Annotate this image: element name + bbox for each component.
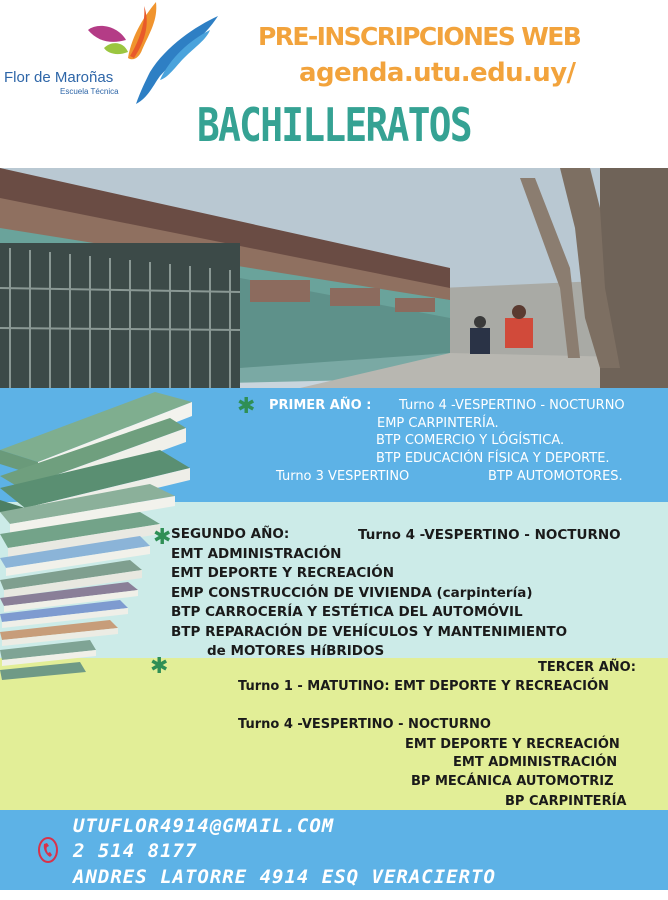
third-year-shift-1: Turno 1 - MATUTINO: EMT DEPORTE Y RECREACIÓN — [238, 679, 609, 694]
third-year-heading: TERCER AÑO: — [538, 660, 636, 675]
third-year-course: EMT ADMINISTRACIÓN — [453, 755, 618, 770]
third-year-shift-4: Turno 4 -VESPERTINO - NOCTURNO — [238, 717, 491, 732]
pre-registration-title: PRE-INSCRIPCIONES WEB — [258, 22, 581, 51]
asterisk-bullet-icon: ✱ — [153, 525, 172, 550]
first-year-heading: PRIMER AÑO : — [269, 398, 372, 413]
second-year-course-continued: de MOTORES HíBRIDOS — [207, 643, 385, 659]
first-year-course: EMP CARPINTERÍA. — [377, 416, 499, 431]
contact-email[interactable]: UTUFLOR4914@GMAIL.COM — [73, 815, 335, 837]
school-subtitle: Escuela Técnica — [60, 87, 119, 96]
first-year-shift-4: Turno 4 -VESPERTINO - NOCTURNO — [399, 398, 625, 413]
second-year-heading: SEGUNDO AÑO: — [171, 526, 290, 542]
asterisk-bullet-icon: ✱ — [237, 394, 256, 419]
third-year-course: EMT DEPORTE Y RECREACIÓN — [405, 737, 620, 752]
school-name: Flor de Maroñas — [4, 69, 114, 86]
second-year-course: EMT ADMINISTRACIÓN — [171, 546, 342, 562]
first-year-course: BTP COMERCIO Y LÓGÍSTICA. — [376, 433, 565, 448]
first-year-shift-3: Turno 3 VESPERTINO — [276, 469, 410, 484]
second-year-course: EMT DEPORTE Y RECREACIÓN — [171, 565, 395, 581]
first-year-course: BTP EDUCACIÓN FÍSICA Y DEPORTE. — [376, 451, 610, 466]
school-building-photo — [0, 168, 668, 388]
contact-address: ANDRES LATORRE 4914 ESQ VERACIERTO — [73, 866, 496, 888]
third-year-course: BP CARPINTERÍA — [505, 794, 627, 809]
registration-url[interactable]: agenda.utu.edu.uy/ — [299, 58, 576, 88]
bottom-strip — [0, 890, 668, 900]
second-year-course: BTP REPARACIÓN DE VEHÍCULOS Y MANTENIMIENTO — [171, 624, 568, 640]
phone-icon — [36, 836, 60, 864]
second-year-course: EMP CONSTRUCCIÓN DE VIVIENDA (carpintería) — [171, 585, 533, 601]
third-year-course: BP MECÁNICA AUTOMOTRIZ — [411, 774, 614, 789]
second-year-shift: Turno 4 -VESPERTINO - NOCTURNO — [358, 527, 621, 543]
second-year-course: BTP CARROCERÍA Y ESTÉTICA DEL AUTOMÓVIL — [171, 604, 523, 620]
contact-phone[interactable]: 2 514 8177 — [73, 840, 198, 862]
first-year-course: BTP AUTOMOTORES. — [488, 469, 623, 484]
main-title: BACHILLERATOS — [197, 98, 471, 152]
asterisk-bullet-icon: ✱ — [150, 654, 169, 679]
